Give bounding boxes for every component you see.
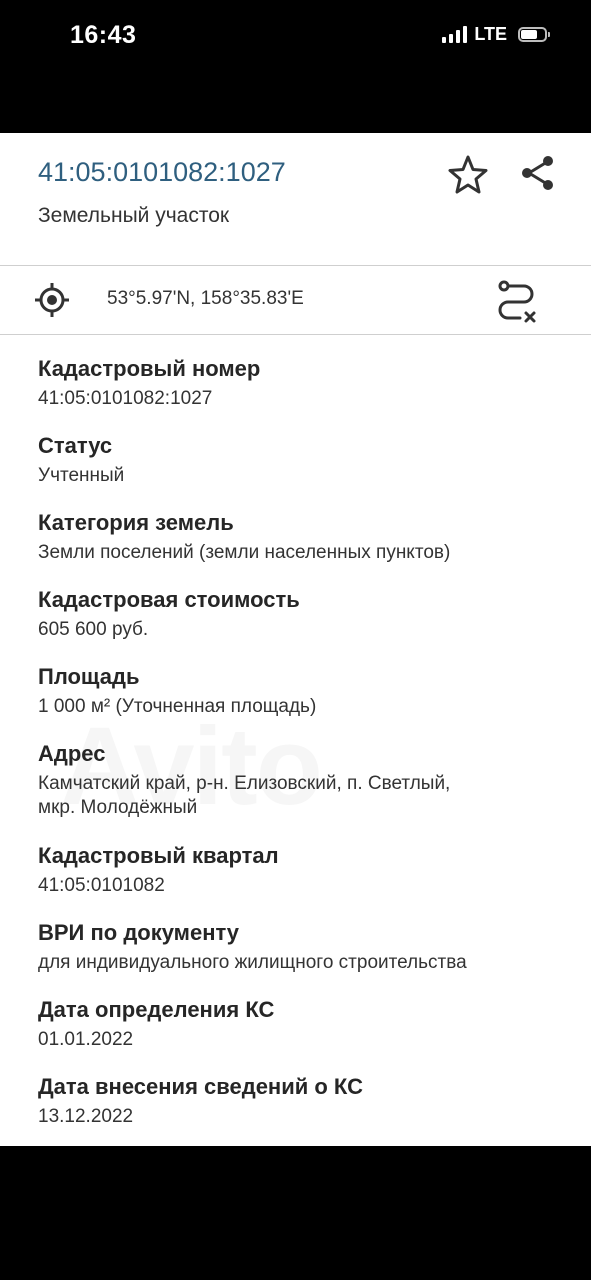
property-card xyxy=(0,133,591,1146)
field-address xyxy=(38,740,571,820)
field-cadastral-value xyxy=(38,586,571,642)
status-time: 16:43 xyxy=(70,21,137,49)
field-cadastral-number xyxy=(38,355,571,411)
field-label: ВРИ по документу xyxy=(38,920,240,945)
cadastral-number-title[interactable]: 41:05:0101082:1027 xyxy=(38,157,286,187)
field-value: 605 600 руб. xyxy=(38,619,149,640)
field-cadastral-quarter xyxy=(38,842,571,898)
star-icon[interactable] xyxy=(446,153,490,197)
field-label: Площадь xyxy=(38,664,140,689)
signal-icon xyxy=(442,26,467,43)
field-label: Дата внесения сведений о КС xyxy=(38,1074,363,1099)
network-type: LTE xyxy=(474,24,507,44)
crosshair-icon[interactable] xyxy=(34,282,70,318)
field-value: Учтенный xyxy=(38,465,125,486)
field-value: 41:05:0101082:1027 xyxy=(38,388,213,409)
route-clear-icon[interactable] xyxy=(494,278,540,324)
field-label: Адрес xyxy=(38,741,106,766)
field-value: для индивидуального жилищного строительства xyxy=(38,952,467,973)
property-header xyxy=(0,133,591,266)
field-label: Кадастровый квартал xyxy=(38,843,279,868)
field-permitted-use xyxy=(38,919,571,975)
coordinates-text: 53°5.97'N, 158°35.83'E xyxy=(107,288,304,309)
field-status xyxy=(38,432,571,488)
field-value: 01.01.2022 xyxy=(38,1029,134,1050)
status-indicators xyxy=(442,24,547,45)
field-value: Земли поселений (земли населенных пунктов) xyxy=(38,542,451,563)
field-entry-date xyxy=(38,1073,571,1129)
field-value: 1 000 м² (Уточненная площадь) xyxy=(38,696,317,717)
field-label: Дата определения КС xyxy=(38,997,275,1022)
field-label: Статус xyxy=(38,433,113,458)
field-label: Категория земель xyxy=(38,510,234,535)
status-bar xyxy=(0,0,591,133)
field-valuation-date xyxy=(38,996,571,1052)
field-value: 41:05:0101082 xyxy=(38,875,165,896)
coordinates-row xyxy=(0,266,591,335)
field-label: Кадастровый номер xyxy=(38,356,261,381)
field-value-line1: Камчатский край, р-н. Елизовский, п. Светлый, xyxy=(38,773,451,794)
field-land-category xyxy=(38,509,571,565)
object-type-label: Земельный участок xyxy=(38,204,230,227)
field-label: Кадастровая стоимость xyxy=(38,587,300,612)
field-value-line2: мкр. Молодёжный xyxy=(38,797,198,818)
field-value: 13.12.2022 xyxy=(38,1106,134,1127)
share-icon[interactable] xyxy=(517,153,557,193)
battery-icon xyxy=(518,27,547,42)
field-area xyxy=(38,663,571,719)
